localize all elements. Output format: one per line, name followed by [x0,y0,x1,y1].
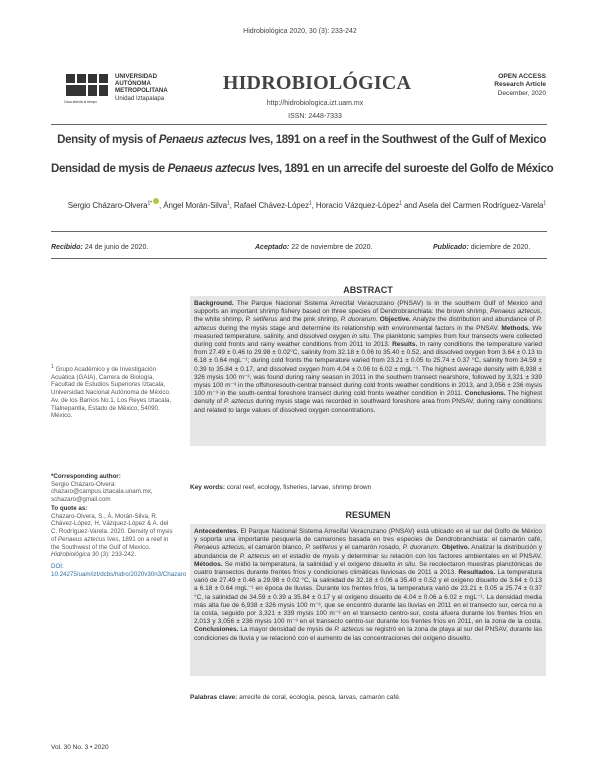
title-text: Density of mysis of [57,134,159,146]
journal-issn: ISSN: 2448-7333 [288,113,342,120]
divider [51,231,547,232]
author-affiliation: 1 [399,200,402,207]
title-english [51,134,546,146]
author-name: Ángel Morán-Silva [163,201,227,210]
title-species: Penaeus aztecus [167,163,256,175]
author-list: Sergio Cházaro-Olvera$^{1*}$ , Ángel Morán-Silva$^1$, Rafael Chávez-López$^1$, Horacio Vázquez-López$^1$ and Asela del Carmen Rodríguez-Varela$^1$ [51,198,546,210]
divider [51,124,547,125]
institution-line: AUTÓNOMA [115,80,151,88]
title-text: Densidad de mysis de [51,163,168,175]
author-name: Asela del Carmen Rodríguez-Varela [418,201,544,210]
citation-text: Cházaro-Olvera, S., Á. Morán-Silva, R. Chávez-López, H. Vázquez-López & A. del C. Rodríguez-Varela. 2020. Density of mysis of Penaeus aztecus Ives, 1891 on a reef in the Southwest of the Gulf of Mexico. Hidrobiológica 30 (3): 233-242. [51,512,173,559]
citation [51,505,176,559]
footer-volume: Vol. 30 No. 3 • 2020 [51,744,109,751]
journal-title [220,72,410,95]
abstract-panel [190,296,546,446]
article-meta [468,73,546,98]
author-name: Rafael Chávez-López [233,201,309,210]
affiliation-text: Grupo Académico y de Investigación Acuática (GAIA), Carrera de Biología, Facultad de Estudios Superiores Iztacala, Universidad Nacional Autónoma de México. Av. de los Barrios No.1, Los Reyes Iztacala, Tlalnepantla, Estado de México, 54090. México. [51,366,172,420]
issue-date: December, 2020 [497,89,546,97]
title-text: Ives, 1891 on a reef in the Southwest of the Gulf of Mexico [246,134,546,146]
open-access-label: OPEN ACCESS [498,73,546,80]
resumen-heading: RESUMEN [345,510,391,520]
author-name: Horacio Vázquez-López [315,201,400,210]
doi-link[interactable]: DOI: 10.24275/uam/izt/dcbs/hidro/2020v30n3/Chazaro [51,563,187,578]
author-affiliation: 1 [543,200,546,207]
institution-line: Unidad Iztapalapa [115,94,165,102]
abstract-text: Background. The Parque Nacional Sistema Arrecifal Veracruzano (PNSAV) is in the southern Gulf of Mexico and supports an important shrimp fishery based on three species of Dendrobranchiata: the brown shrimp, Penaeus aztecus, the white shrimp, P. setiferus and the pink shrimp, P. duorarum. Objective. Analyze the distribution and abundance of P. aztecus during the mysis stage and determine its relationship with environmental factors in the PNSAV. Methods. We measured temperature, salinity, and dissolved oxygen in situ. The planktonic samples from four transects were collected during cold fronts and rainy weather conditions from 2011 to 2013. Results. In rainy conditions the temperature varied from 27.49 ± 0.46 to 29.98 ± 0.02°C, salinity from 32.18 ± 0.06 to 35.40 ± 0.52, and dissolved oxygen from 3.64 ± 0.13 to 6.18 ± 0.64 mgL⁻¹; during cold fronts the temperature varied from 23.21 ± 0.05 to 25.74 ± 0.37 °C, salinity from 34.59 ± 0.39 to 35.84 ± 0.17, and dissolved oxygen from 4.04 ± 0.06 to 6.02 ± mgL⁻¹. The highest average density with 6,938 ± 326 mysis 100 m⁻³, was found during rainy season in 2011 in the southern transect nearshore, followed by 3,321 ± 339 mysis 100 m⁻³ in the offshoresouth-central transect during cold fronts weather conditions in 2013, and 3,056 ± 236 mysis 100 m⁻³ in the south-central foreshore transect during cold fronts weather condition in 2011. Conclusions. The highest density of P. aztecus during mysis stage was recorded in southward foreshore area from PNSAV, during rainy conditions and related to large values of dissolved oxygen concentrations. [194,300,543,414]
corresponding-label: *Corresponding author: [51,473,121,480]
accepted-date: Aceptado: 22 de noviembre de 2020. [255,244,373,251]
divider [51,258,547,259]
corresponding-email[interactable]: Sergio Cházaro-Olvera: chazaro@campus.iztacala.unam.mx, schazaro@gmail.com [51,480,153,504]
orcid-icon[interactable] [153,198,159,204]
institution-line: UNIVERSIDAD [115,73,157,80]
affiliation-number: 1 [51,364,54,370]
title-text: Ives, 1891 en un arrecife del suroeste del Golfo de México [255,163,554,175]
institution-line: METROPOLITANA [115,87,168,95]
corresponding-author [51,473,176,504]
received-date: Recibido: 24 de junio de 2020. [51,244,149,251]
author-name: Sergio Cházaro-Olvera [67,201,148,210]
journal-name: HIDROBIOLÓGICA [222,72,412,94]
journal-url[interactable]: http://hidrobiologica.izt.uam.mx [266,100,364,107]
keywords-es: Palabras clave: arrecife de coral, ecología, pesca, larvas, camarón café. [190,694,401,701]
journal-masthead [220,72,410,120]
uam-logo-icon [64,72,110,98]
article-type: Research Article [494,81,546,89]
abstract-heading: ABSTRACT [343,285,393,295]
resumen-panel [190,524,546,676]
logo-caption: Casa abierta al tiempo [64,100,97,104]
title-species: Penaeus aztecus [158,134,247,146]
title-spanish [51,163,554,175]
author-affiliation: 1* [147,200,152,207]
journal-reference: Hidrobiológica 2020, 30 (3): 233-242 [243,28,357,35]
citation-label: To quote as: [51,505,88,512]
author-affiliation: 1 [308,200,312,207]
keywords-en: Key words: coral reef, ecology, fisheries, larvae, shrimp brown [190,484,372,491]
resumen-text: Antecedentes. El Parque Nacional Sistema Arrecifal Veracruzano (PNSAV) está ubicado en el sur del Golfo de México y soporta una importante pesquería de camarones basada en tres especies de Dendrobranchiata: el camarón café, Penaeus aztecus, el camarón blanco, P. setiferus y el camarón rosado, P. duorarum. Objetivo. Analizar la distribución y abundancia de P. aztecus en el estadio de mysis y determinar su relación con los factores ambientales en el PNSAV. Métodos. Se midió la temperatura, la salinidad y el oxígeno disuelto in situ. Se recolectaron muestras planctónicas de cuatro transectos durante frentes fríos y condiciones climáticas lluviosas de 2011 a 2013. Resultados. La temperatura varió de 27.49 ± 0.46 a 29.98 ± 0.02 °C, la salinidad de 32.18 ± 0.06 a 35.40 ± 0.52 y el oxígeno disuelto de 3.64 ± 0.13 a 6.18 ± 0.64 mgL⁻¹ en época de lluvias. Durante los frentes fríos, la temperatura varió de 23.21 ± 0.05 a 25.74 ± 0.37 °C, la salinidad de 34.59 ± 0.39 a 35.84 ± 0.17 y el oxígeno disuelto de 4.04 ± 0.06 a 6.02 ± mgL⁻¹. La densidad media más alta fue de 6,938 ± 326 mysis 100 m⁻³, que se encontró durante las lluvias en 2011 en el transecto sur, cerca no a la costa, seguido por 3,321 ± 339 mysis 100 m⁻³ en el transecto centro-sur, costa afuera durante los frentes fríos en 2,013 y 3,056 ± 236 mysis 100 m⁻³ en el transecto centro-sur durante los frentes fríos en 2011, en la zona de la costa. Conclusiones. La mayor densidad de mysis de P. aztecus se registró en la zona de playa al sur del PNSAV, durante las condiciones de lluvia y se relacionó con el aumento de las concentraciones del oxígeno disuelto. [194,528,542,642]
author-affiliation: 1 [226,200,230,207]
published-date: Publicado: diciembre de 2020. [433,244,531,251]
affiliation [51,364,176,420]
institution-name [115,73,175,102]
institution-logo [64,72,172,106]
